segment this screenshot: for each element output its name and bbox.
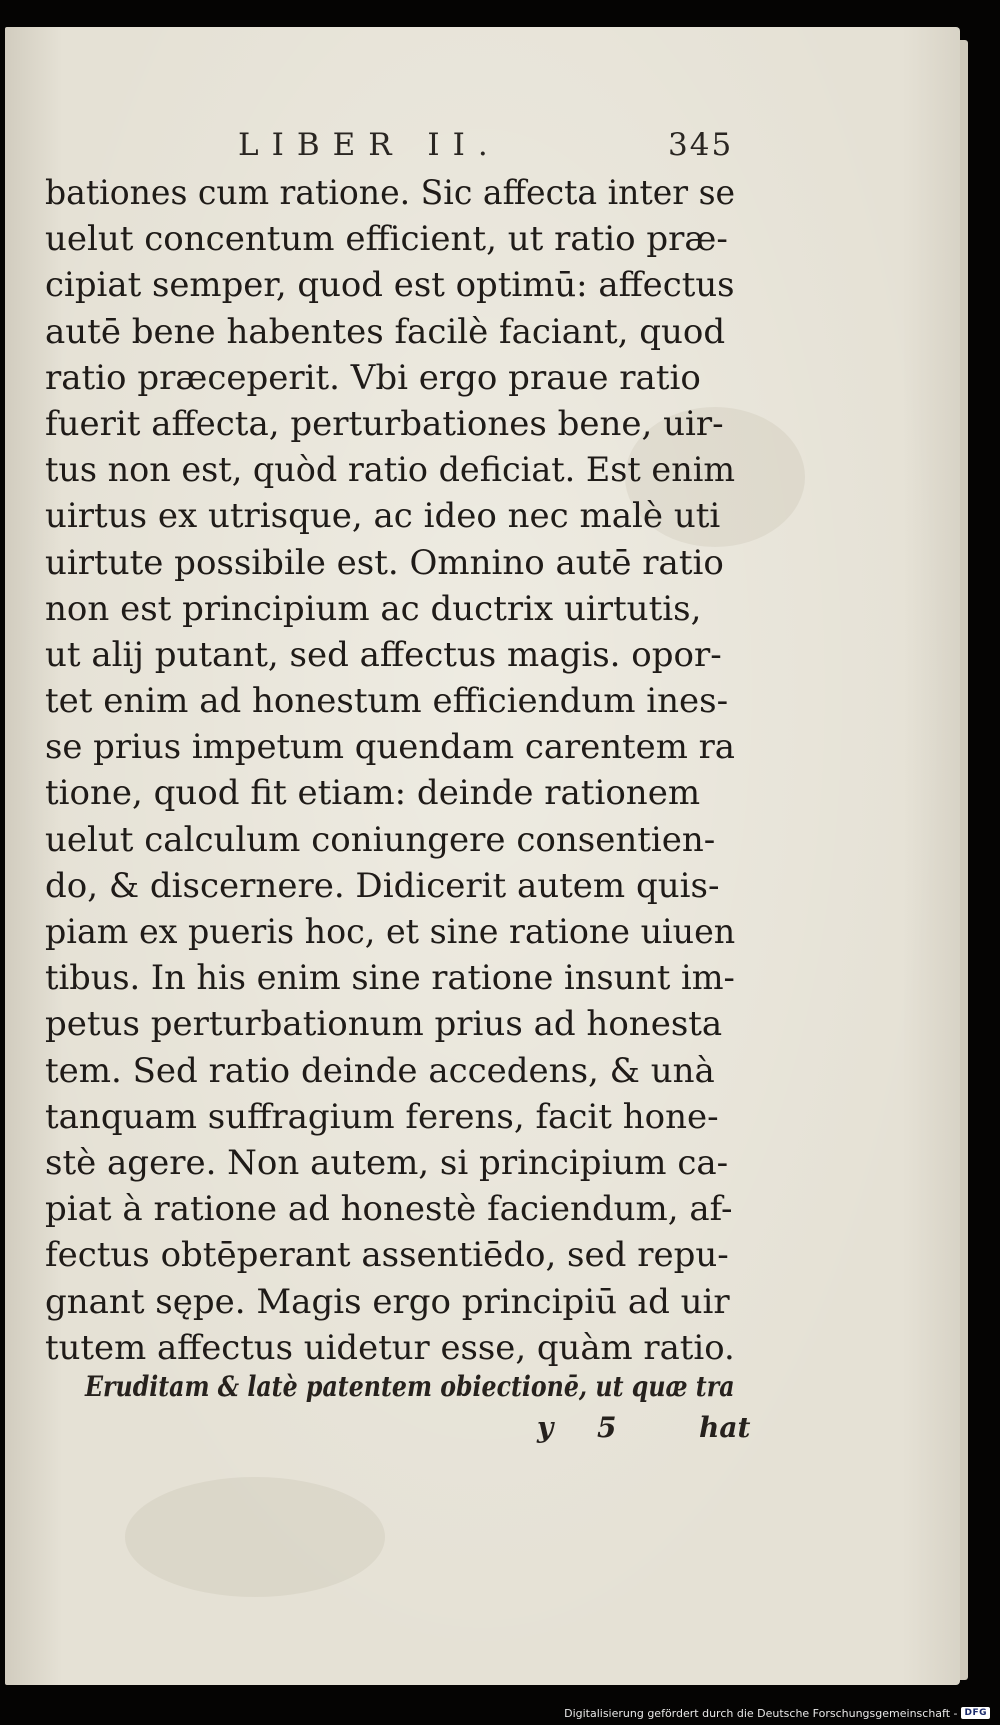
footer-text: Digitalisierung gefördert durch die Deutsche Forschungsgemeinschaft - xyxy=(564,1706,958,1720)
text-line: uirtute possibile est. Omnino autē ratio xyxy=(45,542,724,583)
text-line: fuerit affecta, perturbationes bene, uir- xyxy=(45,403,724,444)
text-line: tione, quod fit etiam: deinde rationem xyxy=(45,773,701,814)
text-line: petus perturbationum prius ad honesta xyxy=(45,1004,723,1045)
text-line: fectus obtēperant assentiēdo, sed repu- xyxy=(45,1235,729,1276)
marginal-note xyxy=(85,1367,735,1407)
page-header xyxy=(5,127,960,167)
text-line: uelut concentum efficient, ut ratio præ- xyxy=(45,219,728,260)
text-line: bationes cum ratione. Sic affecta inter se xyxy=(45,173,736,213)
dfg-logo-icon: DFG xyxy=(961,1707,990,1719)
book-page xyxy=(5,27,960,1685)
digitization-footer xyxy=(564,1703,990,1723)
signature-mark: y xyxy=(537,1411,554,1444)
catchword: hat xyxy=(699,1411,751,1444)
text-line: tus non est, quòd ratio deficiat. Est enim xyxy=(45,450,736,491)
text-line: piat à ratione ad honestè faciendum, af- xyxy=(45,1189,733,1230)
body-text xyxy=(45,170,735,1371)
paper-stain xyxy=(125,1477,385,1597)
text-line: gnant sępe. Magis ergo principiū ad uir xyxy=(45,1281,730,1322)
text-line: tutem affectus uidetur esse, quàm ratio. xyxy=(45,1327,735,1368)
signature-number: 5 xyxy=(597,1411,617,1444)
text-line: uirtus ex utrisque, ac ideo nec malè uti xyxy=(45,496,721,537)
text-line: tibus. In his enim sine ratione insunt im- xyxy=(45,958,735,999)
text-line: tanquam suffragium ferens, facit hone- xyxy=(45,1096,719,1137)
running-head: LIBER II. xyxy=(238,127,501,163)
text-line: se prius impetum quendam carentem ra xyxy=(45,727,735,768)
text-line: stè agere. Non autem, si principium ca- xyxy=(45,1142,729,1183)
page-number: 345 xyxy=(668,127,734,163)
text-line: piam ex pueris hoc, et sine ratione uiuen xyxy=(45,912,736,952)
text-line: tem. Sed ratio deinde accedens, & unà xyxy=(45,1050,715,1091)
note-line: Eruditam & latè patentem obiectionē, ut quæ tra xyxy=(85,1370,735,1403)
text-line: ut alij putant, sed affectus magis. opor- xyxy=(45,634,722,675)
text-line: tet enim ad honestum efficiendum ines- xyxy=(45,681,729,722)
text-line: non est principium ac ductrix uirtutis, xyxy=(45,588,702,629)
text-line: ratio præceperit. Vbi ergo praue ratio xyxy=(45,357,701,398)
text-line: uelut calculum coniungere consentien- xyxy=(45,819,716,860)
text-line: do, & discernere. Didicerit autem quis- xyxy=(45,865,720,906)
text-line: cipiat semper, quod est optimū: affectus xyxy=(45,265,735,306)
text-line: autē bene habentes facilè faciant, quod xyxy=(45,311,726,352)
